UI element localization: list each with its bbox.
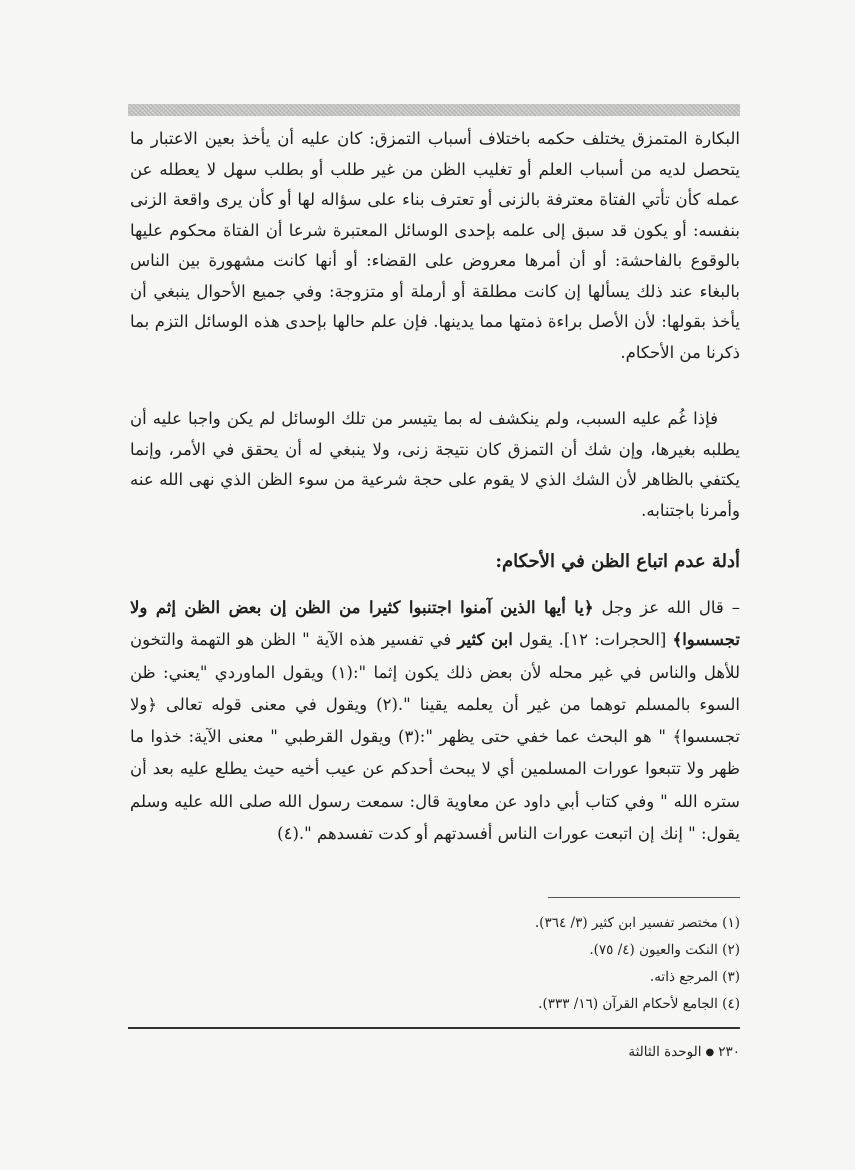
page-footer xyxy=(430,1040,740,1065)
paragraph-1-text: البكارة المتمزق يختلف حكمه باختلاف أسباب التمزق: كان عليه أن يأخذ بعين الاعتبار ما يتحصل لديه من أسباب العلم أو تغليب الظن من غير طلب أو بطلب سهل لا يعطله عن عمله كأن تأتي الفتاة معترفة بالزنى أو تعترف بناء على سؤاله لها أو كأن يرى واقعة الزنى بنفسه: أو يكون قد سبق إلى علمه بإحدى الوسائل المعتبرة شرعا أن الفتاة محكوم عليها بالوقوع بالفاحشة: أو أن أمرها معروض على القضاء: أو أنها كانت مشهورة بين الناس بالبغاء عند ذلك يسألها إن كانت مطلقة أو أرملة أو متزوجة: وفي جميع الأحوال ينبغي أن يأخذ بقولها: لأن الأصل براءة ذمتها مما يدينها. فإن علم حالها بإحدى هذه الوسائل التزم بما ذكرنا من الأحكام. xyxy=(130,129,740,362)
page-number: ٢٣٠ xyxy=(718,1044,740,1060)
footnote-3: (٣) المرجع ذاته. xyxy=(649,969,740,985)
footnote-4: (٤) الجامع لأحكام القرآن (١٦/ ٣٣٣). xyxy=(538,996,740,1012)
header-band xyxy=(128,104,740,116)
paragraph-3 xyxy=(130,592,740,850)
paragraph-3-rest: في تفسير هذه الآية " الظن هو التهمة والتخون للأهل والناس في غير محله لأن بعض ذلك يكون إثما ":(١) ويقول الماوردي "يعني: ظن السوء بالمسلم توهما من غير أن يعلمه يقينا ".(٢) ويقول في معنى قوله تعالى ﴿ولا تجسسوا﴾ " هو البحث عما خفي حتى يظهر ":(٣) ويقول القرطبي " معنى الآية: خذوا ما ظهر ولا تتبعوا عورات المسلمين أي لا يبحث أحدكم عن عيب أخيه حيث يطلع عليه بعد أن ستره الله " وفي كتاب أبي داود عن معاوية قال: سمعت رسول الله صلى الله عليه وسلم يقول: " إنك إن اتبعت عورات الناس أفسدتهم أو كدت تفسدهم ".(٤) xyxy=(130,630,741,844)
paragraph-1 xyxy=(130,124,740,368)
section-heading: أدلة عدم اتباع الظن في الأحكام: xyxy=(495,551,740,572)
footnote-2: (٢) النكت والعيون (٤/ ٧٥). xyxy=(589,942,740,958)
paragraph-2 xyxy=(130,404,740,526)
unit-title: الوحدة الثالثة xyxy=(628,1044,702,1060)
verse-reference: [الحجرات: ١٢]. يقول xyxy=(512,630,673,650)
paragraph-3-intro: – قال الله عز وجل xyxy=(593,598,740,617)
scholar-name: ابن كثير xyxy=(457,630,513,650)
footnote-divider xyxy=(548,897,740,898)
footer-divider xyxy=(128,1027,740,1029)
quran-verse: ﴿يا أيها الذين آمنوا اجتنبوا كثيرا من الظن إن بعض الظن إثم ولا تجسسوا﴾ xyxy=(130,598,741,650)
paragraph-2-text: فإذا غُم عليه السبب، ولم ينكشف له بما يتيسر من تلك الوسائل لم يكن واجبا عليه أن يطلبه بغيرها، وإن شك أن التمزق كان نتيجة زنى، ولا ينبغي له أن يحقق في الأمر، وإنما يكتفي بالظاهر لأن الشك الذي لا يقوم على حجة شرعية من سوء الظن الذي نهى الله عنه وأمرنا باجتنابه. xyxy=(130,409,740,520)
bullet-icon: ● xyxy=(705,1047,715,1058)
footnote-1: (١) مختصر تفسير ابن كثير (٣/ ٣٦٤). xyxy=(534,915,740,931)
footnotes xyxy=(130,910,740,1018)
